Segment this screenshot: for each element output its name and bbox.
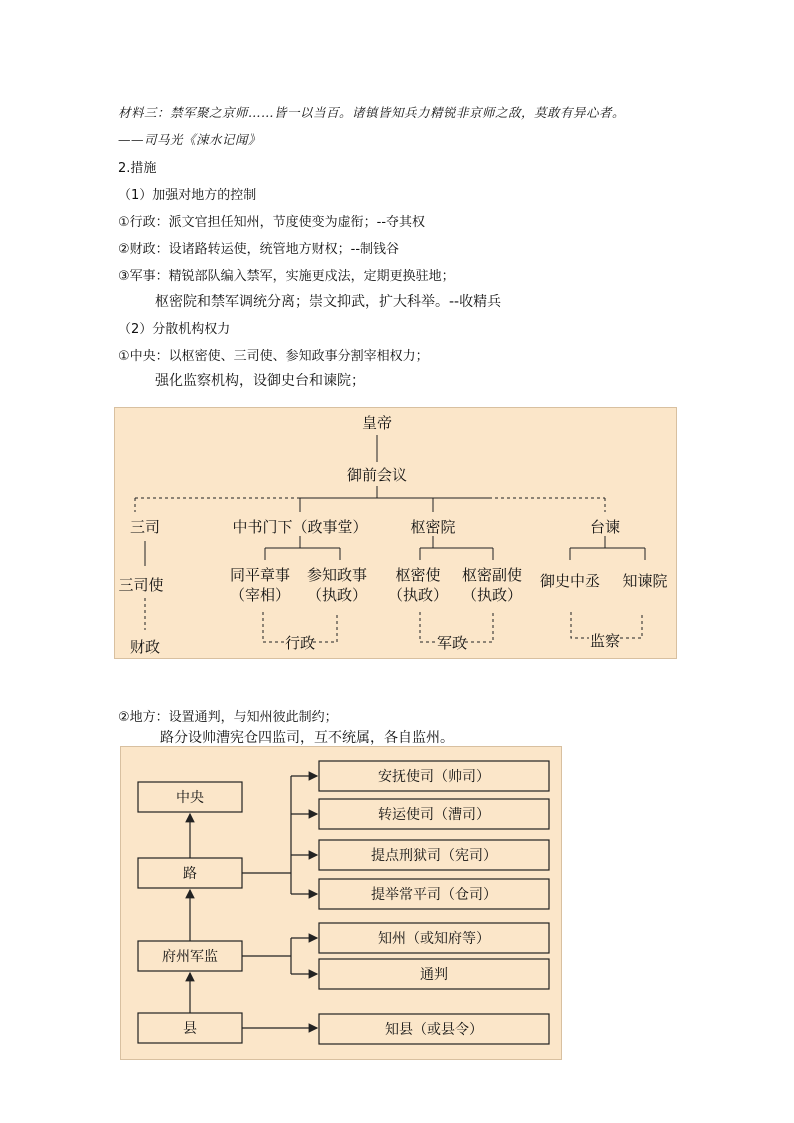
jiancha-label: 监察 xyxy=(589,632,621,650)
measure-central-continued: 强化监察机构，设御史台和谏院； xyxy=(155,373,365,389)
subheading-divide-power: （2）分散机构权力 xyxy=(118,322,231,337)
fuzhou-label: 府州军监 xyxy=(162,949,218,965)
caizheng-label: 财政 xyxy=(129,638,161,656)
anfu-label: 安抚使司（帅司） xyxy=(378,769,490,785)
zhizhou-label: 知州（或知府等） xyxy=(378,931,490,947)
shumi-label: 枢密院 xyxy=(410,518,456,536)
tongping-label: 同平章事 xyxy=(229,566,291,584)
quote-source: ——司马光《涑水记闻》 xyxy=(118,132,262,147)
xingzheng-label: 行政 xyxy=(284,634,316,652)
zhixian-label: 知县（或县令） xyxy=(385,1022,483,1038)
yushi-label: 御史中丞 xyxy=(539,572,601,590)
zhongshu-label: 中书门下（政事堂） xyxy=(232,518,368,536)
xian-label: 县 xyxy=(183,1021,197,1037)
measure-local: ②地方：设置通判，与知州彼此制约； xyxy=(118,710,338,725)
zhuanyun-label: 转运使司（漕司） xyxy=(378,807,490,823)
zhijian-label: 知谏院 xyxy=(622,572,668,590)
measure-central: ①中央：以枢密使、三司使、参知政事分割宰相权力； xyxy=(118,349,429,364)
council-label: 御前会议 xyxy=(346,466,408,484)
central-label: 中央 xyxy=(176,790,204,806)
tiju-label: 提举常平司（仓司） xyxy=(371,887,497,903)
zhizheng2-label: （执政） xyxy=(387,586,449,604)
measure-administration: ①行政：派文官担任知州，节度使变为虚衔；--夺其权 xyxy=(118,215,426,230)
shumifu-label: 枢密副使 xyxy=(461,566,523,584)
emperor-label: 皇帝 xyxy=(361,414,393,432)
sansishi-label: 三司使 xyxy=(118,576,164,594)
central-structure-diagram xyxy=(114,407,677,659)
zhizheng1-label: （执政） xyxy=(306,586,368,604)
measure-local-continued: 路分设帅漕宪仓四监司，互不统属，各自监州。 xyxy=(160,730,454,746)
junzheng-label: 军政 xyxy=(436,634,468,652)
tongpan-label: 通判 xyxy=(420,967,448,983)
measure-military: ③军事：精锐部队编入禁军，实施更戍法，定期更换驻地； xyxy=(118,269,455,284)
tidian-label: 提点刑狱司（宪司） xyxy=(371,848,497,864)
material-three-quote: 材料三：禁军聚之京师……皆一以当百。诸镇皆知兵力精锐非京师之敌，莫敢有异心者。 xyxy=(118,105,626,120)
local-structure-diagram xyxy=(120,746,562,1060)
shumishi-label: 枢密使 xyxy=(395,566,441,584)
measure-finance: ②财政：设诸路转运使，统管地方财权；--制钱谷 xyxy=(118,242,400,257)
zaixiang-label: （宰相） xyxy=(229,586,291,604)
canzhi-label: 参知政事 xyxy=(306,566,368,584)
sansi-label: 三司 xyxy=(129,518,161,536)
lu-label: 路 xyxy=(183,866,197,882)
subheading-local-control: （1）加强对地方的控制 xyxy=(118,188,257,203)
measure-military-continued: 枢密院和禁军调统分离；崇文抑武，扩大科举。--收精兵 xyxy=(155,294,502,310)
zhizheng3-label: （执政） xyxy=(461,586,523,604)
section-heading: 2.措施 xyxy=(118,161,157,176)
taijian-label: 台谏 xyxy=(589,518,621,536)
